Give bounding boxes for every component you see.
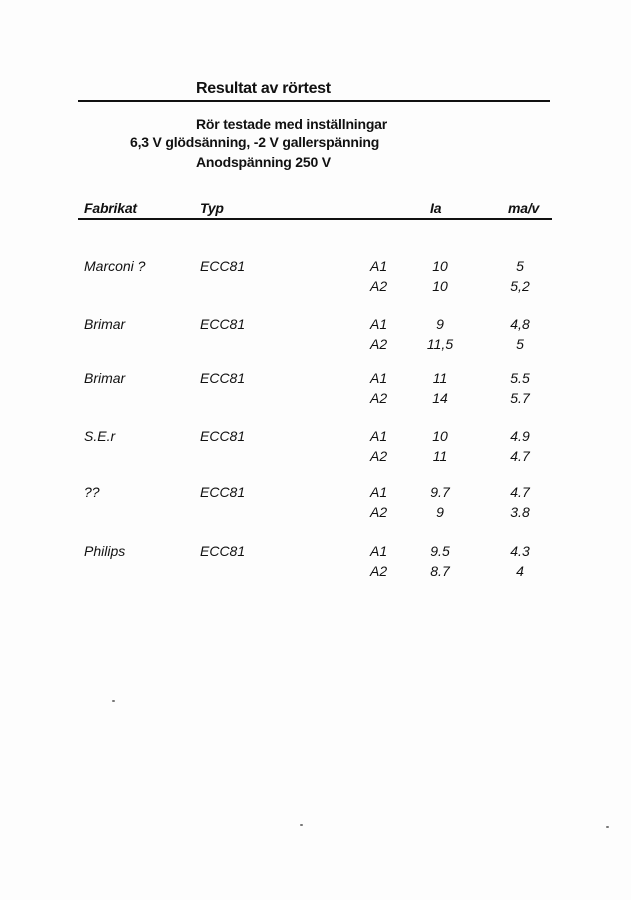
cell-ia: 11 <box>432 448 448 464</box>
cell-anode: A1 <box>370 258 388 274</box>
cell-ia: 11,5 <box>426 336 454 352</box>
cell-typ: ECC81 <box>200 543 246 559</box>
column-header-typ: Typ <box>200 200 224 216</box>
cell-anode: A2 <box>370 390 388 406</box>
cell-anode: A2 <box>370 563 388 579</box>
cell-fabrikat: Brimar <box>84 316 126 332</box>
cell-mav: 5,2 <box>510 278 530 294</box>
cell-typ: ECC81 <box>200 370 246 386</box>
cell-mav: 4.3 <box>510 543 530 559</box>
cell-fabrikat: S.E.r <box>84 428 116 444</box>
header-underline <box>78 218 552 220</box>
cell-fabrikat: ?? <box>84 484 100 500</box>
cell-anode: A1 <box>370 316 388 332</box>
cell-mav: 5 <box>516 336 524 352</box>
title-underline <box>78 100 550 102</box>
scan-speck <box>112 700 115 702</box>
cell-ia: 10 <box>432 428 448 444</box>
cell-anode: A2 <box>370 448 388 464</box>
cell-anode: A2 <box>370 336 388 352</box>
cell-mav: 5.7 <box>510 390 530 406</box>
cell-anode: A1 <box>370 543 388 559</box>
subtitle-line-3: Anodspänning 250 V <box>196 154 331 170</box>
cell-typ: ECC81 <box>200 258 246 274</box>
cell-ia: 11 <box>432 370 448 386</box>
cell-ia: 8.7 <box>430 563 450 579</box>
cell-anode: A1 <box>370 428 388 444</box>
cell-ia: 9 <box>436 504 444 520</box>
cell-mav: 5 <box>516 258 524 274</box>
cell-fabrikat: Brimar <box>84 370 126 386</box>
cell-ia: 10 <box>432 278 448 294</box>
cell-ia: 9.5 <box>430 543 450 559</box>
subtitle-line-2: 6,3 V glödsänning, -2 V gallerspänning <box>130 134 380 150</box>
cell-mav: 5.5 <box>510 370 530 386</box>
cell-anode: A2 <box>370 278 388 294</box>
column-header-ia: Ia <box>430 200 442 216</box>
cell-fabrikat: Marconi ? <box>84 258 146 274</box>
cell-mav: 4,8 <box>510 316 530 332</box>
cell-mav: 3.8 <box>510 504 530 520</box>
cell-mav: 4.9 <box>510 428 530 444</box>
cell-anode: A2 <box>370 504 388 520</box>
cell-typ: ECC81 <box>200 484 246 500</box>
cell-typ: ECC81 <box>200 428 246 444</box>
cell-typ: ECC81 <box>200 316 246 332</box>
cell-ia: 14 <box>432 390 448 406</box>
scan-speck <box>300 824 303 826</box>
cell-ia: 9.7 <box>430 484 450 500</box>
document-title: Resultat av rörtest <box>196 80 331 97</box>
cell-mav: 4.7 <box>510 448 530 464</box>
column-header-fabrikat: Fabrikat <box>84 200 137 216</box>
scan-speck <box>606 826 609 828</box>
column-header-mav: ma/v <box>508 200 540 216</box>
cell-anode: A1 <box>370 370 388 386</box>
cell-ia: 10 <box>432 258 448 274</box>
subtitle-line-1: Rör testade med inställningar <box>196 116 388 132</box>
cell-anode: A1 <box>370 484 388 500</box>
cell-mav: 4.7 <box>510 484 530 500</box>
cell-fabrikat: Philips <box>84 543 126 559</box>
cell-ia: 9 <box>436 316 444 332</box>
cell-mav: 4 <box>516 563 524 579</box>
